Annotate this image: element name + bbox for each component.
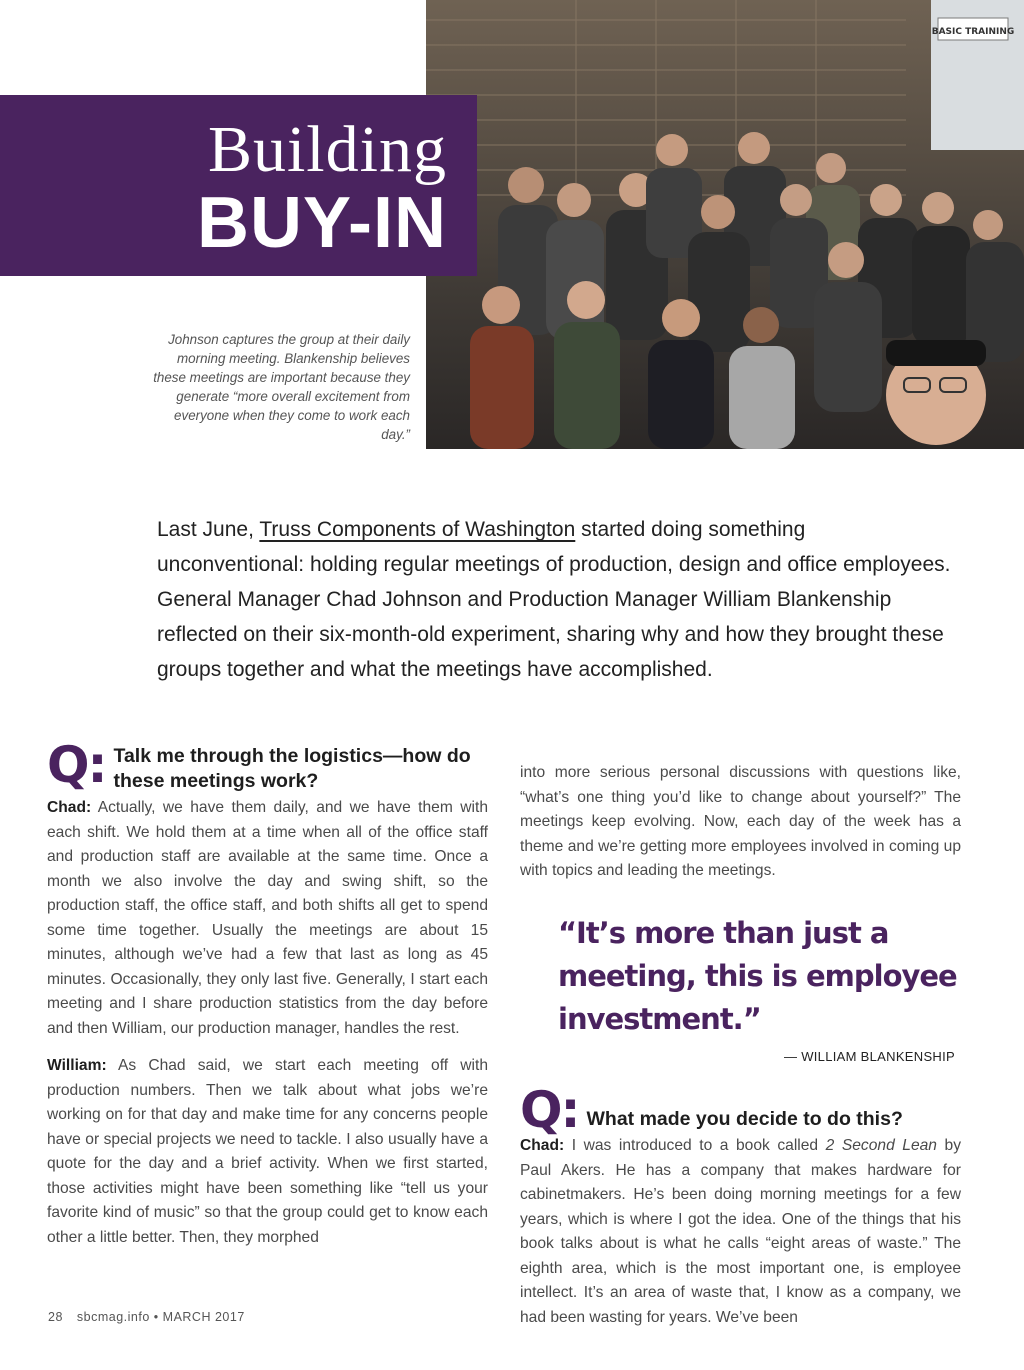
pull-quote: “It’s more than just a meeting, this is employee investment.” bbox=[558, 915, 957, 1036]
question-1-heading bbox=[47, 736, 488, 794]
intro-before: Last June, bbox=[157, 518, 260, 541]
screen-logo-text: BASIC TRAINING bbox=[931, 27, 1015, 37]
group-photo-illustration bbox=[426, 0, 1024, 449]
page-footer bbox=[48, 1310, 245, 1324]
company-link[interactable]: Truss Components of Washington bbox=[259, 518, 576, 541]
speaker-chad: Chad: bbox=[520, 1137, 565, 1154]
footer-site: sbcmag.info bbox=[76, 1310, 150, 1324]
answer-william-1-text: As Chad said, we start each meeting off with production numbers. Then we talk about what jobs we’re working on for that day and make time for any concerns people have or special projects we need to tackle. I also usually have a quote for the day and a brief activity. When we first started, those activities might have been something like “tell us your favorite kind of music” so that the group could get to know each other a little better. Then, they morphed bbox=[47, 1057, 488, 1246]
question-2-heading bbox=[520, 1081, 961, 1139]
question-2-text: What made you decide to do this? bbox=[586, 1108, 903, 1130]
answer-chad-2-text-a: I was introduced to a book called bbox=[564, 1137, 826, 1154]
pull-quote-attribution: — WILLIAM BLANKENSHIP bbox=[783, 1048, 955, 1064]
speaker-chad: Chad: bbox=[47, 799, 92, 816]
title-buy-in: BUY-IN bbox=[196, 183, 447, 263]
page-number: 28 bbox=[48, 1310, 63, 1324]
q-mark-icon: Q: bbox=[520, 1081, 579, 1139]
question-1-text: Talk me through the logistics—how do these meetings work? bbox=[113, 745, 471, 792]
answer-chad-1 bbox=[47, 796, 488, 1041]
intro-paragraph bbox=[157, 512, 957, 687]
answer-william-1-continued: into more serious personal discussions with questions like, “what’s one thing you’d like to change about yourself?” The meetings keep evolving. Now, each day of the week has a theme and we’re getting more employees involved in coming up with topics and leading the meetings. bbox=[520, 764, 961, 879]
title-block bbox=[0, 95, 477, 276]
answer-chad-2-text-b: by Paul Akers. He has a company that makes hardware for cabinetmakers. He’s been doing morning meetings for a few years, which is where I got the idea. One of the things that his book talks about is what he calls “eight areas of waste.” The eighth area, which is the most important one, is employee intellect. It’s an area of waste that, I know as a company, we had been wasting for years. We’ve been bbox=[520, 1137, 961, 1326]
speaker-william: William: bbox=[47, 1057, 107, 1074]
intro-after: started doing something unconventional: holding regular meetings of production, design and office employees. General Manager Chad Johnson and Production Manager William Blankenship reflected on their six-month-old experiment, sharing why and how they brought these groups together and what the meetings have accomplished. bbox=[157, 518, 951, 681]
title-building: Building bbox=[207, 113, 447, 186]
group-photo bbox=[426, 0, 1024, 449]
answer-chad-1-text: Actually, we have them daily, and we have them with each shift. We hold them at a time when all of the office staff and production staff are available at the same time. Once a month we also involve the day and swing shift, so the production staff, the office staff, and both shifts all get to spend some time together. Usually the meetings are about 15 minutes, although we’ve had a few that last as long as 45 minutes. Occasionally, they only last five. Generally, I start each meeting and I share production statistics from the day before and then William, our production manager, handles the rest. bbox=[47, 799, 488, 1037]
answer-chad-2 bbox=[520, 1134, 961, 1330]
answer-william-1 bbox=[47, 1054, 488, 1250]
photo-caption: Johnson captures the group at their daily morning meeting. Blankenship believes these meetings are important because they generate “more overall excitement from everyone when they come to work each day.” bbox=[153, 332, 410, 442]
book-title: 2 Second Lean bbox=[825, 1137, 937, 1154]
footer-issue: MARCH 2017 bbox=[162, 1310, 245, 1324]
left-column bbox=[47, 736, 488, 1263]
q-mark-icon: Q: bbox=[47, 736, 106, 794]
right-column bbox=[520, 761, 961, 1343]
footer-bullet: • bbox=[153, 1310, 159, 1324]
